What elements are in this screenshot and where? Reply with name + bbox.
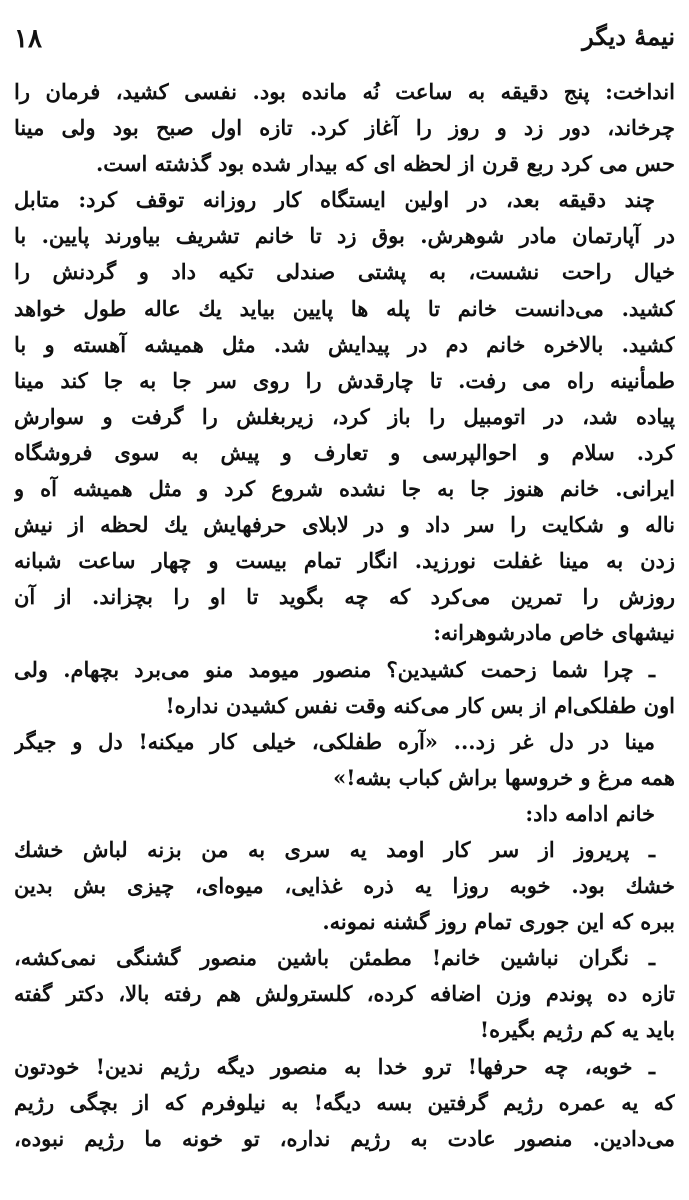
text-line: زدن به مینا غفلت نورزید. انگار تمام بیست و چهار ساعت شبانه	[14, 548, 675, 574]
body-text	[14, 74, 675, 1157]
text-line: ـ پریروز از سر کار اومد یه سری به من بزنه لباش خشك	[14, 836, 655, 862]
text-line: اون طفلکی‌ام از بس کار می‌کنه وقت نفس کشیدن نداره!	[165, 692, 675, 718]
text-line: مینا در دل غر زد... «آره طفلکی، خیلی کار میکنه! دل و جیگر	[14, 728, 655, 754]
text-line: کشید. بالاخره خانم دم در پیدایش شد. مثل همیشه آهسته و با	[14, 331, 675, 357]
text-line: کرد. سلام و احوالپرسی و تعارف و پیش به سوی فروشگاه	[14, 439, 675, 465]
text-line: که یه عمره رژیم گرفتین بسه دیگه! به نیلوفرم که از بچگی رژیم	[14, 1089, 675, 1115]
text-line: روزش را تمرین می‌کرد که چه بگوید تا او را بچزاند. از آن	[14, 584, 675, 610]
running-title: نیمهٔ دیگر	[582, 22, 675, 51]
text-line: حس می کرد ربع قرن از لحظه ای که بیدار شده بود گذشته است.	[95, 151, 675, 177]
text-line: ببره که این جوری تمام روز گشنه نمونه.	[322, 909, 675, 935]
text-line: کشید. می‌دانست خانم تا پله ها پایین بیاید یك عاله طول خواهد	[14, 295, 675, 321]
text-line: خانم ادامه داد:	[525, 800, 655, 826]
text-line: طمأنینه راه می رفت. تا چارقدش را روی سر جا به جا کند مینا	[14, 367, 675, 393]
page-number: ۱۸	[14, 24, 42, 54]
text-line: تازه ده پوندم وزن اضافه کرده، کلسترولش هم رفته بالا، دکتر گفته	[14, 981, 675, 1007]
text-line: ـ چرا شما زحمت کشیدین؟ منصور میومد منو می‌برد بچهام. ولی	[14, 656, 655, 682]
text-line: چرخاند، دور زد و روز را آغاز کرد. تازه اول صبح بود ولی مینا	[14, 115, 675, 141]
text-line: پیاده شد، در اتومبیل را باز کرد، زیربغلش را گرفت و سوارش	[14, 403, 675, 429]
text-line: ـ نگران نباشین خانم! مطمئن باشین منصور گشنگی نمی‌کشه،	[14, 945, 655, 971]
text-line: باید یه کم رژیم بگیره!	[479, 1017, 675, 1043]
text-line: در آپارتمان مادر شوهرش. بوق زد تا خانم تشریف بیاورند پایین. با	[14, 223, 675, 249]
text-line: خشك بود. خوبه روزا یه ذره غذایی، میوه‌ای، چیزی بش بدین	[14, 873, 675, 899]
page-header	[14, 18, 675, 58]
text-line: ـ خوبه، چه حرفها! ترو خدا به منصور دیگه رژیم ندین! خودتون	[14, 1053, 655, 1079]
text-line: همه مرغ و خروسها براش کباب بشه!»	[333, 764, 675, 790]
text-line: نیشهای خاص مادرشوهرانه:	[433, 620, 675, 646]
text-line: ناله و شکایت را سر داد و در لابلای حرفهایش یك لحظه از نیش	[14, 512, 675, 538]
text-line: ایرانی. خانم هنوز جا به جا نشده شروع کرد و مثل همیشه آه و	[14, 476, 675, 502]
text-line: چند دقیقه بعد، در اولین ایستگاه کار روزانه توقف کرد: متابل	[14, 187, 655, 213]
text-line: خیال راحت نشست، به پشتی صندلی تکیه داد و گردنش را	[14, 259, 675, 285]
text-line: می‌دادین. منصور عادت به رژیم نداره، تو خونه ما رژیم نبوده،	[14, 1125, 675, 1151]
text-line: انداخت: پنج دقیقه به ساعت نُه مانده بود. نفسی کشید، فرمان را	[14, 79, 675, 104]
